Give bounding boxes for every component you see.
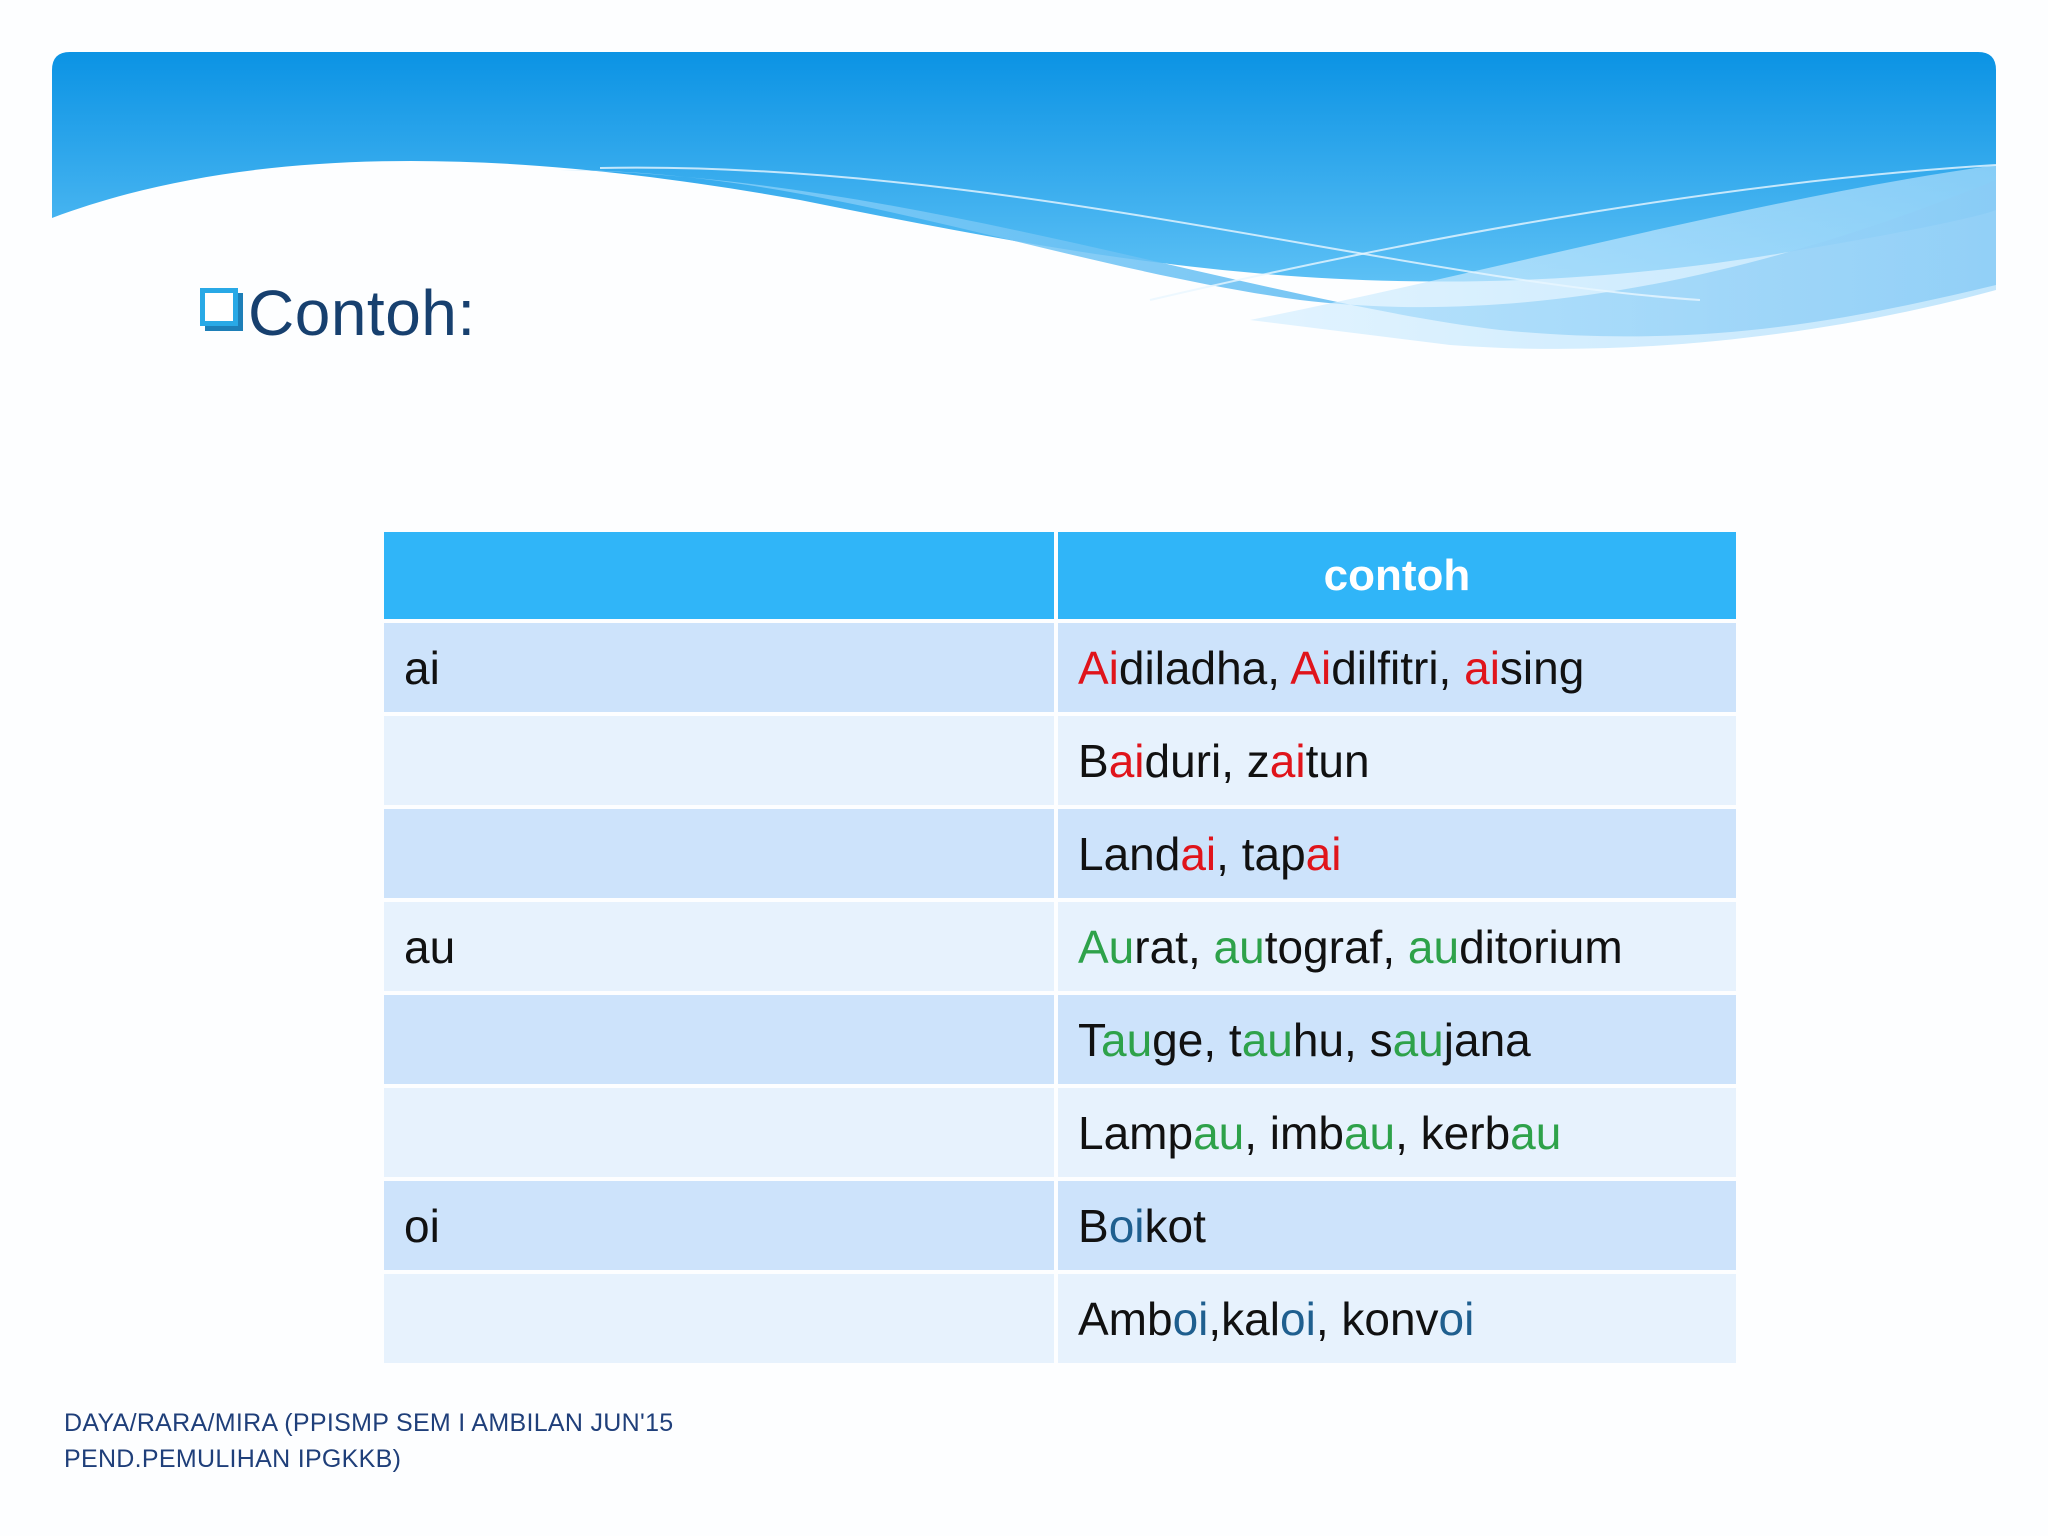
diphthong-cell — [384, 1274, 1054, 1363]
diphthong-cell — [384, 1088, 1054, 1177]
word-fragment: rat, — [1134, 920, 1214, 973]
title-text: Contoh: — [248, 277, 476, 349]
word-fragment: ditorium — [1459, 920, 1623, 973]
word-fragment: jana — [1443, 1013, 1531, 1066]
highlighted-diphthong: au — [1193, 1106, 1245, 1159]
table-header-row — [384, 532, 1736, 619]
table-row — [384, 995, 1736, 1084]
footer-credit — [64, 1405, 674, 1477]
header-cell-diphthong — [384, 532, 1054, 619]
highlighted-diphthong: Ai — [1290, 641, 1332, 694]
example-words-cell — [1058, 1274, 1736, 1363]
diphthong-table — [380, 528, 1740, 1367]
highlighted-diphthong: au — [1101, 1013, 1153, 1066]
highlighted-diphthong: oi — [1108, 1199, 1145, 1252]
table-row — [384, 1274, 1736, 1363]
highlighted-diphthong: oi — [1280, 1292, 1316, 1345]
word-fragment: Lamp — [1078, 1106, 1194, 1159]
word-fragment: B — [1078, 734, 1109, 787]
word-fragment: tun — [1305, 734, 1370, 787]
highlighted-diphthong: ai — [1108, 734, 1145, 787]
highlighted-diphthong: oi — [1172, 1292, 1209, 1345]
highlighted-diphthong: ai — [1305, 827, 1342, 880]
highlighted-diphthong: ai — [1464, 641, 1500, 694]
word-fragment: hu, s — [1292, 1013, 1393, 1066]
table-row — [384, 623, 1736, 712]
word-fragment: B — [1078, 1199, 1109, 1252]
word-fragment: , kerb — [1395, 1106, 1511, 1159]
example-words-cell — [1058, 1181, 1736, 1270]
word-fragment: , imb — [1244, 1106, 1344, 1159]
slide-title — [200, 268, 476, 358]
word-fragment: kot — [1144, 1199, 1206, 1252]
example-words-cell — [1058, 623, 1736, 712]
header-cell-contoh: contoh — [1058, 532, 1736, 619]
highlighted-diphthong: ai — [1180, 827, 1217, 880]
word-fragment: T — [1078, 1013, 1101, 1066]
word-fragment: sing — [1499, 641, 1585, 694]
word-fragment: diladha, — [1118, 641, 1291, 694]
example-words-cell — [1058, 995, 1736, 1084]
example-words-cell — [1058, 1088, 1736, 1177]
word-fragment: duri, z — [1144, 734, 1270, 787]
diphthong-cell: ai — [384, 623, 1054, 712]
word-fragment: ge, t — [1152, 1013, 1242, 1066]
word-fragment: dilfitri, — [1331, 641, 1465, 694]
diphthong-cell — [384, 995, 1054, 1084]
table-row — [384, 902, 1736, 991]
word-fragment: ,kal — [1208, 1292, 1280, 1345]
example-words-cell — [1058, 809, 1736, 898]
footer-line-1: DAYA/RARA/MIRA (PPISMP SEM I AMBILAN JUN'15 — [64, 1409, 674, 1437]
example-words-cell — [1058, 716, 1736, 805]
table-row — [384, 1181, 1736, 1270]
highlighted-diphthong: Au — [1078, 920, 1135, 973]
word-fragment: Amb — [1078, 1292, 1173, 1345]
word-fragment: , konv — [1315, 1292, 1439, 1345]
table-row — [384, 1088, 1736, 1177]
highlighted-diphthong: au — [1213, 920, 1265, 973]
highlighted-diphthong: au — [1510, 1106, 1562, 1159]
diphthong-cell — [384, 716, 1054, 805]
highlighted-diphthong: au — [1407, 920, 1460, 973]
checkbox-bullet-icon — [200, 288, 238, 326]
diphthong-cell — [384, 809, 1054, 898]
word-fragment: , tap — [1216, 827, 1306, 880]
highlighted-diphthong: oi — [1438, 1292, 1475, 1345]
highlighted-diphthong: ai — [1269, 734, 1306, 787]
table-row — [384, 716, 1736, 805]
example-words-cell — [1058, 902, 1736, 991]
highlighted-diphthong: Ai — [1078, 641, 1119, 694]
diphthong-cell: oi — [384, 1181, 1054, 1270]
highlighted-diphthong: au — [1241, 1013, 1293, 1066]
table-row — [384, 809, 1736, 898]
table-body — [384, 623, 1736, 1363]
highlighted-diphthong: au — [1343, 1106, 1396, 1159]
word-fragment: tograf, — [1264, 920, 1408, 973]
word-fragment: Land — [1078, 827, 1181, 880]
footer-line-2: PEND.PEMULIHAN IPGKKB) — [64, 1445, 402, 1473]
highlighted-diphthong: au — [1392, 1013, 1444, 1066]
diphthong-cell: au — [384, 902, 1054, 991]
